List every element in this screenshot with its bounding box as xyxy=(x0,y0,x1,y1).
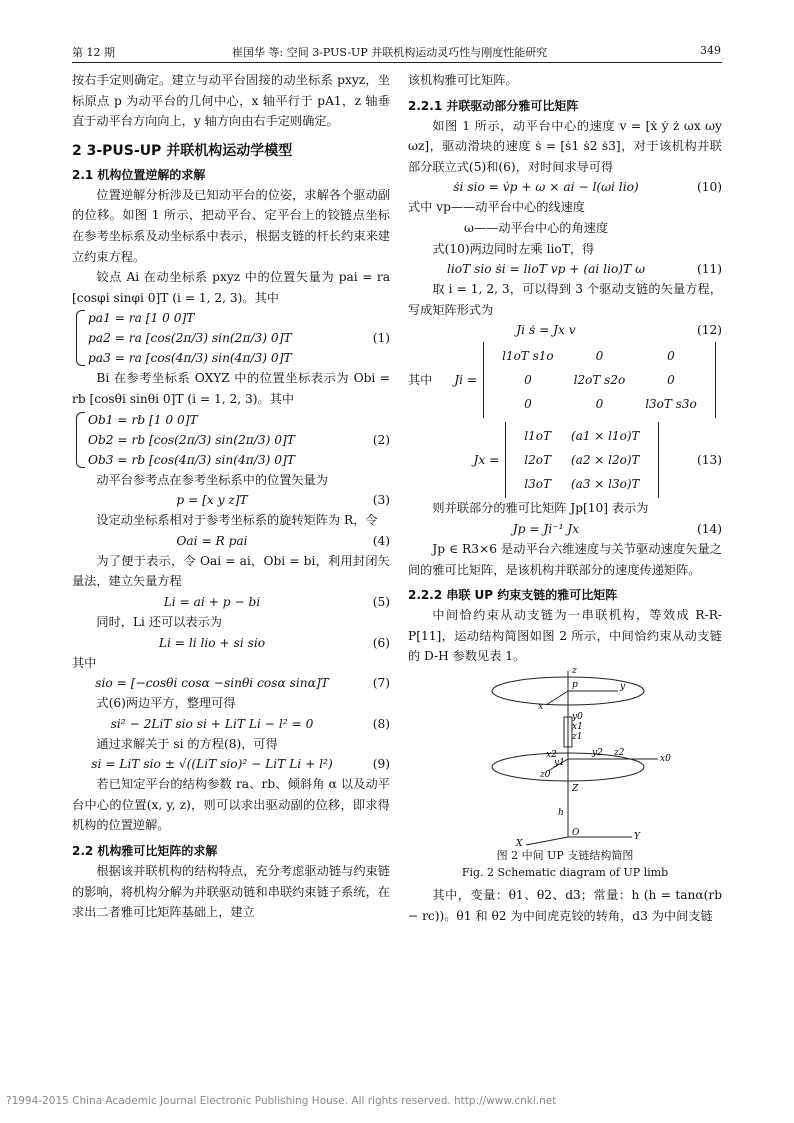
ji-cell: l1oT s1o xyxy=(502,349,554,364)
eq5-body: Li = ai + p − bi xyxy=(163,594,261,609)
left-para10: 式(6)两边平方，整理可得 xyxy=(96,696,236,711)
eq12-number: (12) xyxy=(696,323,722,338)
eq14-number: (14) xyxy=(696,521,722,536)
eq10-number: (10) xyxy=(696,180,722,195)
section-2-title: 2 3-PUS-UP 并联机构运动学模型 xyxy=(72,142,293,159)
eq4-body: Oai = R pai xyxy=(176,533,248,548)
eq2-line2: Ob2 = rb [cos(2π/3) sin(2π/3) 0]T xyxy=(88,432,295,447)
fig-label-Y: Y xyxy=(634,831,640,842)
eq6-body: Li = li lio + si sio xyxy=(158,635,266,650)
equation-11 xyxy=(408,259,722,279)
eq1-line3: pa3 = ra [cos(4π/3) sin(4π/3) 0]T xyxy=(88,351,292,366)
ji-label: Ji = xyxy=(454,373,478,388)
ji-matrix xyxy=(483,342,716,418)
header-issue: 第 12 期 xyxy=(72,46,115,59)
fig-label-h: h xyxy=(558,807,564,818)
eq3-body: p = [x y z]T xyxy=(176,493,248,508)
eq14-body: Jp = Ji⁻¹ Jx xyxy=(512,521,580,536)
eq9-body: si = LiT sio ± √((LiT sio)² − LiT Li + l²) xyxy=(91,757,333,772)
qizhong-label: 其中 xyxy=(408,373,433,388)
right-para3: 式(10)两边同时左乘 lioT，得 xyxy=(432,241,595,256)
fig-label-O: O xyxy=(572,827,580,838)
eq11-body: lioT sio ṡi = lioT vp + (ai lio)T ω xyxy=(446,262,646,277)
right-para5: 则并联部分的雅可比矩阵 Jp[10] 表示为 xyxy=(432,501,649,516)
right-para2: 如图 1 所示，动平台中心的速度 v = [ẋ ẏ ż ωx ωy ωz]，驱动滑块的速度 ṡ = [ṡ1 ṡ2 ṡ3]，对于该机构并联部分联立式(5)和(6)，对时间求导可得 xyxy=(408,118,722,174)
eq2-line1: Ob1 = rb [1 0 0]T xyxy=(88,412,198,427)
left-para3: 铰点 Ai 在动坐标系 pxyz 中的位置矢量为 pai = ra [cosφi sinφi 0]T (i = 1, 2, 3)。其中 xyxy=(72,270,390,305)
jx-cell: (a3 × l3o)T xyxy=(571,477,640,492)
equation-14 xyxy=(408,519,722,539)
left-para7: 为了便于表示，令 Oai = ai，Obi = bi，利用封闭矢量法，建立矢量方程 xyxy=(72,553,390,589)
ji-cell: l3oT s3o xyxy=(645,397,697,412)
eq4-number: (4) xyxy=(372,533,390,548)
matrix-jx-row xyxy=(408,422,722,498)
figure-2-caption-cn: 图 2 中间 UP 支链结构简图 xyxy=(496,848,634,862)
eq8-body: si² − 2LiT sio si + LiT Li − l² = 0 xyxy=(110,716,314,731)
jx-cell: l1oT xyxy=(524,429,551,444)
equation-2 xyxy=(72,410,390,470)
fig-label-z1: z1 xyxy=(572,731,583,742)
fig-label-y1: y1 xyxy=(554,757,565,768)
eq1-line2: pa2 = ra [cos(2π/3) sin(2π/3) 0]T xyxy=(88,331,292,346)
equation-6 xyxy=(72,633,390,653)
eq2-number: (2) xyxy=(372,432,390,447)
ji-cell: 0 xyxy=(524,397,532,412)
right-para4: 取 i = 1, 2, 3，可以得到 3 个驱动支链的矢量方程，写成矩阵形式为 xyxy=(408,282,722,317)
right-para8: 其中，变量：θ1、θ2、d3；常量：h (h = tanα(rb − rc))。θ1 和 θ2 为中间虎克铰的转角，d3 为中间支链 xyxy=(408,887,722,923)
fig-label-x1: x1 xyxy=(572,721,583,732)
left-para5: 动平台参考点在参考坐标系中的位置矢量为 xyxy=(96,472,328,487)
fig-label-z0: z0 xyxy=(540,769,551,780)
header-page-number: 349 xyxy=(700,44,721,57)
fig-label-y0: y0 xyxy=(572,711,583,722)
eq2-line3: Ob3 = rb [cos(4π/3) sin(4π/3) 0]T xyxy=(88,452,295,467)
left-para11: 通过求解关于 si 的方程(8)，可得 xyxy=(96,736,278,751)
ji-cell: 0 xyxy=(667,349,675,364)
left-para13: 根据该并联机构的结构特点，充分考虑驱动链与约束链的影响，将机构分解为并联驱动链和串联约束链子系统，在求出二者雅可比矩阵基础上，建立 xyxy=(72,864,390,920)
eq5-number: (5) xyxy=(372,594,390,609)
left-column xyxy=(72,70,390,923)
eq9-number: (9) xyxy=(372,757,390,772)
fig-label-x0: x0 xyxy=(660,753,671,764)
jx-cell: l2oT xyxy=(524,453,551,468)
right-para1: 该机构雅可比矩阵。 xyxy=(408,73,518,87)
equation-10 xyxy=(408,177,722,197)
equation-5 xyxy=(72,592,390,612)
fig-label-x2: x2 xyxy=(546,749,557,760)
figure-2-diagram xyxy=(408,667,722,847)
equation-4 xyxy=(72,531,390,551)
ji-cell: 0 xyxy=(595,349,604,364)
fig-label-p: p xyxy=(572,679,578,690)
right-column xyxy=(408,70,722,926)
eq12-body: Ji ṡ = Jx v xyxy=(516,323,576,338)
subsection-2-1-title: 2.1 机构位置逆解的求解 xyxy=(72,167,206,182)
right-para7: 中间恰约束从动支链为一串联机构，等效成 R-R-P[11]，运动结构简图如图 2 所示，中间恰约束从动支链的 D-H 参数见表 1。 xyxy=(408,608,722,664)
equation-9 xyxy=(72,754,390,774)
where-omega: ω——动平台中心的角速度 xyxy=(464,220,609,235)
equation-8 xyxy=(72,714,390,734)
fig-label-y: y xyxy=(620,681,626,692)
eq7-number: (7) xyxy=(372,676,390,691)
right-para6: Jp ∈ R3×6 是动平台六维速度与关节驱动速度矢量之间的雅可比矩阵，是该机构并联部分的速度传递矩阵。 xyxy=(408,541,722,577)
equation-7 xyxy=(72,673,390,693)
figure-2-caption-en: Fig. 2 Schematic diagram of UP limb xyxy=(461,865,669,879)
fig-label-x: x xyxy=(538,701,544,712)
eq11-number: (11) xyxy=(696,262,722,277)
eq1-number: (1) xyxy=(372,331,390,346)
jx-cell: (a2 × l2o)T xyxy=(571,453,640,468)
ji-cell: 0 xyxy=(524,373,532,388)
jx-cell: l3oT xyxy=(524,477,551,492)
left-para8: 同时，Li 还可以表示为 xyxy=(96,614,222,629)
eq6-number: (6) xyxy=(372,635,390,650)
eq1-line1: pa1 = ra [1 0 0]T xyxy=(88,311,195,326)
subsection-2-2-2-title: 2.2.2 串联 UP 约束支链的雅可比矩阵 xyxy=(408,588,618,603)
left-para9: 其中 xyxy=(72,655,97,670)
ji-cell: 0 xyxy=(667,373,675,388)
jx-label: Jx = xyxy=(473,453,500,468)
left-para2: 位置逆解分析涉及已知动平台的位姿，求解各个驱动副的位移。如图 1 所示，把动平台、定平台上的铰链点坐标在参考坐标系及动坐标系中表示，根据支链的杆长约束来建立约束方程。 xyxy=(72,187,390,264)
header-rule xyxy=(72,62,722,63)
equation-3 xyxy=(72,490,390,510)
footer-copyright: ?1994-2015 China Academic Journal Electronic Publishing House. All rights reserved. http://www.cnki.net xyxy=(6,1095,557,1107)
jx-cell: (a1 × l1o)T xyxy=(571,429,640,444)
left-para12: 若已知定平台的结构参数 ra、rb、倾斜角 α 以及动平台中心的位置(x, y, z)，则可以求出驱动副的位移，即求得机构的位置逆解。 xyxy=(72,777,390,833)
header-title: 崔国华 等: 空间 3-PUS-UP 并联机构运动灵巧性与刚度性能研究 xyxy=(232,46,548,59)
subsection-2-2-title: 2.2 机构雅可比矩阵的求解 xyxy=(72,844,218,859)
fig-label-Z: Z xyxy=(572,783,579,794)
left-para1: 按右手定则确定。建立与动平台固接的动坐标系 pxyz，坐标原点 p 为动平台的几何中心，x 轴平行于 pA1，z 轴垂直于动平台方向向上，y 轴方向由右手定则确定。 xyxy=(72,73,390,129)
eq8-number: (8) xyxy=(372,716,390,731)
subsection-2-2-1-title: 2.2.1 并联驱动部分雅可比矩阵 xyxy=(408,98,579,113)
left-para4: Bi 在参考坐标系 OXYZ 中的位置坐标表示为 Obi = rb [cosθi sinθi 0]T (i = 1, 2, 3)。其中 xyxy=(72,371,390,406)
fig-label-z2: z2 xyxy=(614,747,625,758)
left-para6: 设定动坐标系相对于参考坐标系的旋转矩阵为 R，令 xyxy=(96,513,378,528)
eq3-number: (3) xyxy=(372,493,390,508)
eq10-body: ṡi sio = v̇p + ω × ai − l(ωi lio) xyxy=(453,180,639,195)
eq13-number: (13) xyxy=(696,453,722,468)
where-vp: 式中 vp——动平台中心的线速度 xyxy=(408,200,585,215)
fig-label-z: z xyxy=(572,666,577,676)
ji-cell: l2oT s2o xyxy=(573,373,626,388)
equation-12 xyxy=(408,320,722,340)
ji-cell: 0 xyxy=(595,397,604,412)
fig-label-y2: y2 xyxy=(592,747,603,758)
fig-label-X: X xyxy=(516,838,523,847)
eq7-body: sio = [−cosθi cosα −sinθi cosα sinα]T xyxy=(95,676,329,691)
matrix-ji-row xyxy=(408,342,722,418)
equation-1 xyxy=(72,308,390,368)
jx-matrix xyxy=(505,422,658,498)
